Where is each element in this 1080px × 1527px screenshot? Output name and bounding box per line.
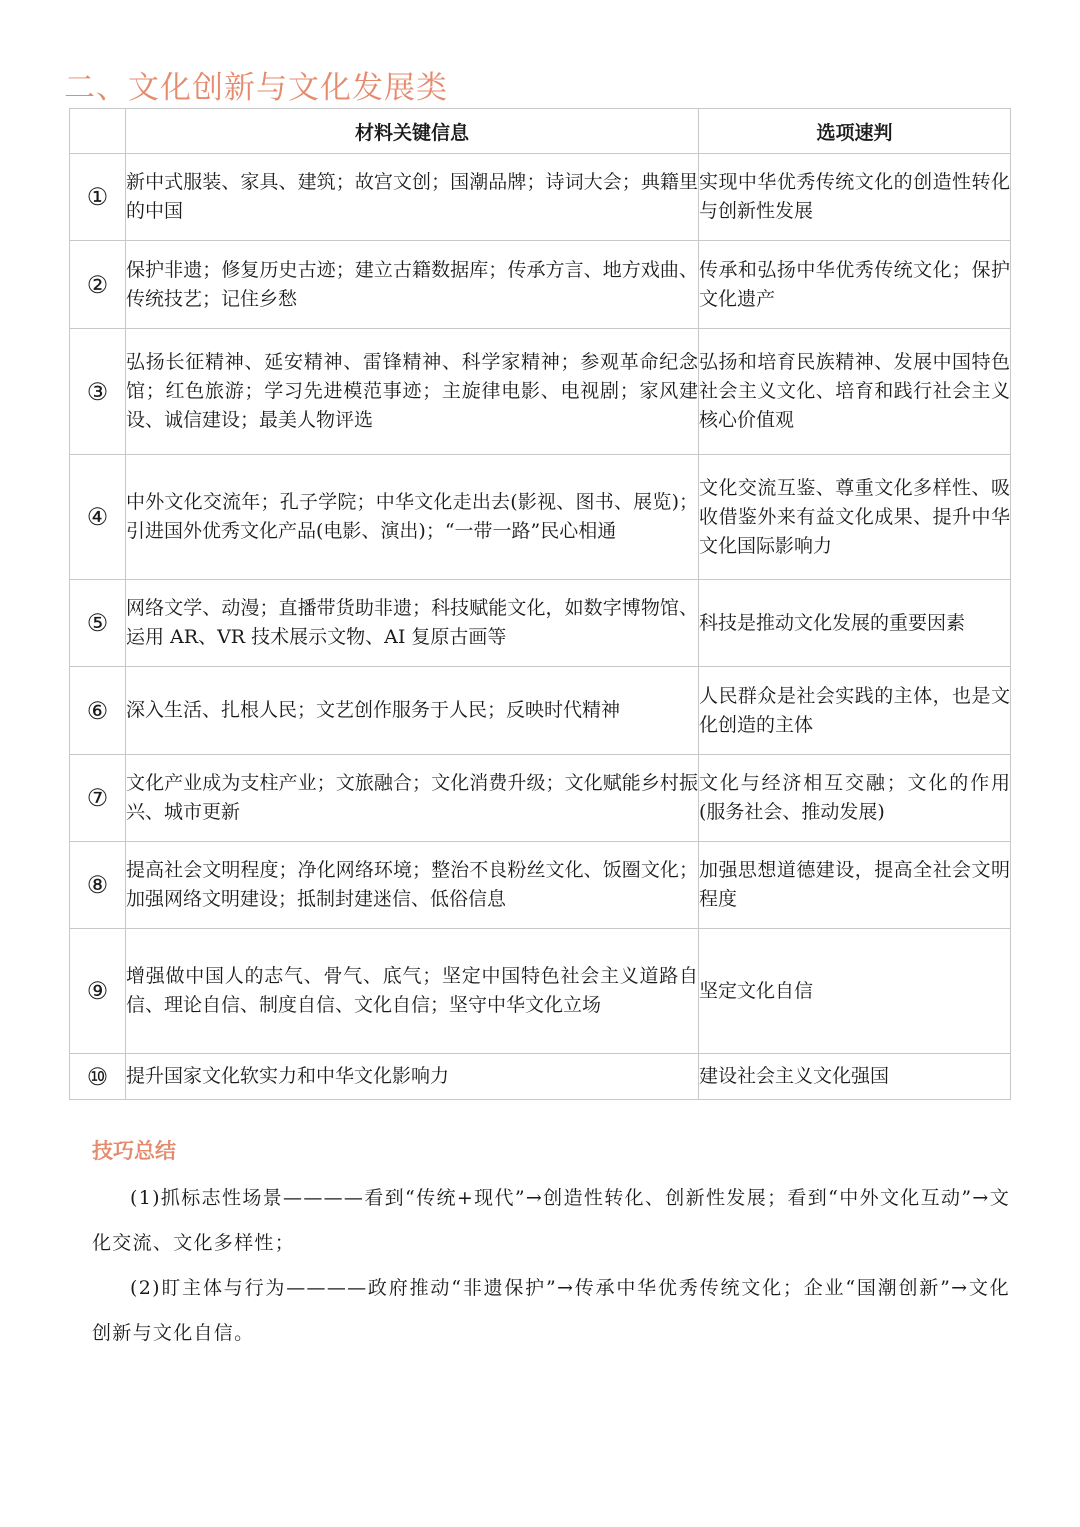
table-row — [70, 154, 1011, 241]
row-number: ④ — [70, 455, 126, 580]
row-number: ① — [70, 154, 126, 241]
summary-paragraph: (1)抓标志性场景————看到“传统+现代”→创造性转化、创新性发展；看到“中外文化互动”→文化交流、文化多样性； — [92, 1187, 1010, 1254]
section-title: 二、文化创新与文化发展类 — [64, 70, 448, 106]
row-quick-judge: 人民群众是社会实践的主体，也是文化创造的主体 — [699, 667, 1011, 755]
row-number: ⑩ — [70, 1054, 126, 1100]
table-header-row — [70, 109, 1011, 154]
table-row — [70, 755, 1011, 842]
row-key-info: 保护非遗；修复历史古迹；建立古籍数据库；传承方言、地方戏曲、传统技艺；记住乡愁 — [126, 241, 699, 329]
summary-paragraph: (2)盯主体与行为————政府推动“非遗保护”→传承中华优秀传统文化；企业“国潮创新”→文化创新与文化自信。 — [92, 1277, 1010, 1344]
summary-body — [92, 1176, 1010, 1356]
row-number: ⑥ — [70, 667, 126, 755]
row-quick-judge: 传承和弘扬中华优秀传统文化；保护文化遗产 — [699, 241, 1011, 329]
row-number: ③ — [70, 329, 126, 455]
row-key-info: 弘扬长征精神、延安精神、雷锋精神、科学家精神；参观革命纪念馆；红色旅游；学习先进模范事迹；主旋律电影、电视剧；家风建设、诚信建设；最美人物评选 — [126, 329, 699, 455]
row-key-info: 提高社会文明程度；净化网络环境；整治不良粉丝文化、饭圈文化；加强网络文明建设；抵制封建迷信、低俗信息 — [126, 842, 699, 929]
row-quick-judge: 实现中华优秀传统文化的创造性转化与创新性发展 — [699, 154, 1011, 241]
table-row — [70, 241, 1011, 329]
row-number: ⑨ — [70, 929, 126, 1054]
row-quick-judge: 科技是推动文化发展的重要因素 — [699, 580, 1011, 667]
header-index — [70, 109, 126, 154]
summary-title: 技巧总结 — [92, 1139, 176, 1163]
table-row — [70, 1054, 1011, 1100]
row-number: ⑤ — [70, 580, 126, 667]
row-quick-judge: 文化交流互鉴、尊重文化多样性、吸收借鉴外来有益文化成果、提升中华文化国际影响力 — [699, 455, 1011, 580]
header-quick-judge: 选项速判 — [699, 109, 1011, 154]
row-number: ⑦ — [70, 755, 126, 842]
row-quick-judge: 建设社会主义文化强国 — [699, 1054, 1011, 1100]
row-key-info: 中外文化交流年；孔子学院；中华文化走出去(影视、图书、展览)；引进国外优秀文化产品(电影、演出)；“一带一路”民心相通 — [126, 455, 699, 580]
table-row — [70, 455, 1011, 580]
header-key-info: 材料关键信息 — [126, 109, 699, 154]
row-quick-judge: 弘扬和培育民族精神、发展中国特色社会主义文化、培育和践行社会主义核心价值观 — [699, 329, 1011, 455]
table-row — [70, 667, 1011, 755]
row-quick-judge: 加强思想道德建设，提高全社会文明程度 — [699, 842, 1011, 929]
row-number: ⑧ — [70, 842, 126, 929]
row-quick-judge: 坚定文化自信 — [699, 929, 1011, 1054]
table-row — [70, 929, 1011, 1054]
row-key-info: 网络文学、动漫；直播带货助非遗；科技赋能文化，如数字博物馆、运用 AR、VR 技术展示文物、AI 复原古画等 — [126, 580, 699, 667]
row-number: ② — [70, 241, 126, 329]
row-key-info: 提升国家文化软实力和中华文化影响力 — [126, 1054, 699, 1100]
table-row — [70, 329, 1011, 455]
row-key-info: 新中式服装、家具、建筑；故宫文创；国潮品牌；诗词大会；典籍里的中国 — [126, 154, 699, 241]
table-row — [70, 842, 1011, 929]
row-key-info: 文化产业成为支柱产业；文旅融合；文化消费升级；文化赋能乡村振兴、城市更新 — [126, 755, 699, 842]
key-info-table — [69, 108, 1011, 1100]
table-row — [70, 580, 1011, 667]
row-key-info: 深入生活、扎根人民；文艺创作服务于人民；反映时代精神 — [126, 667, 699, 755]
row-key-info: 增强做中国人的志气、骨气、底气；坚定中国特色社会主义道路自信、理论自信、制度自信、文化自信；坚守中华文化立场 — [126, 929, 699, 1054]
row-quick-judge: 文化与经济相互交融；文化的作用(服务社会、推动发展) — [699, 755, 1011, 842]
